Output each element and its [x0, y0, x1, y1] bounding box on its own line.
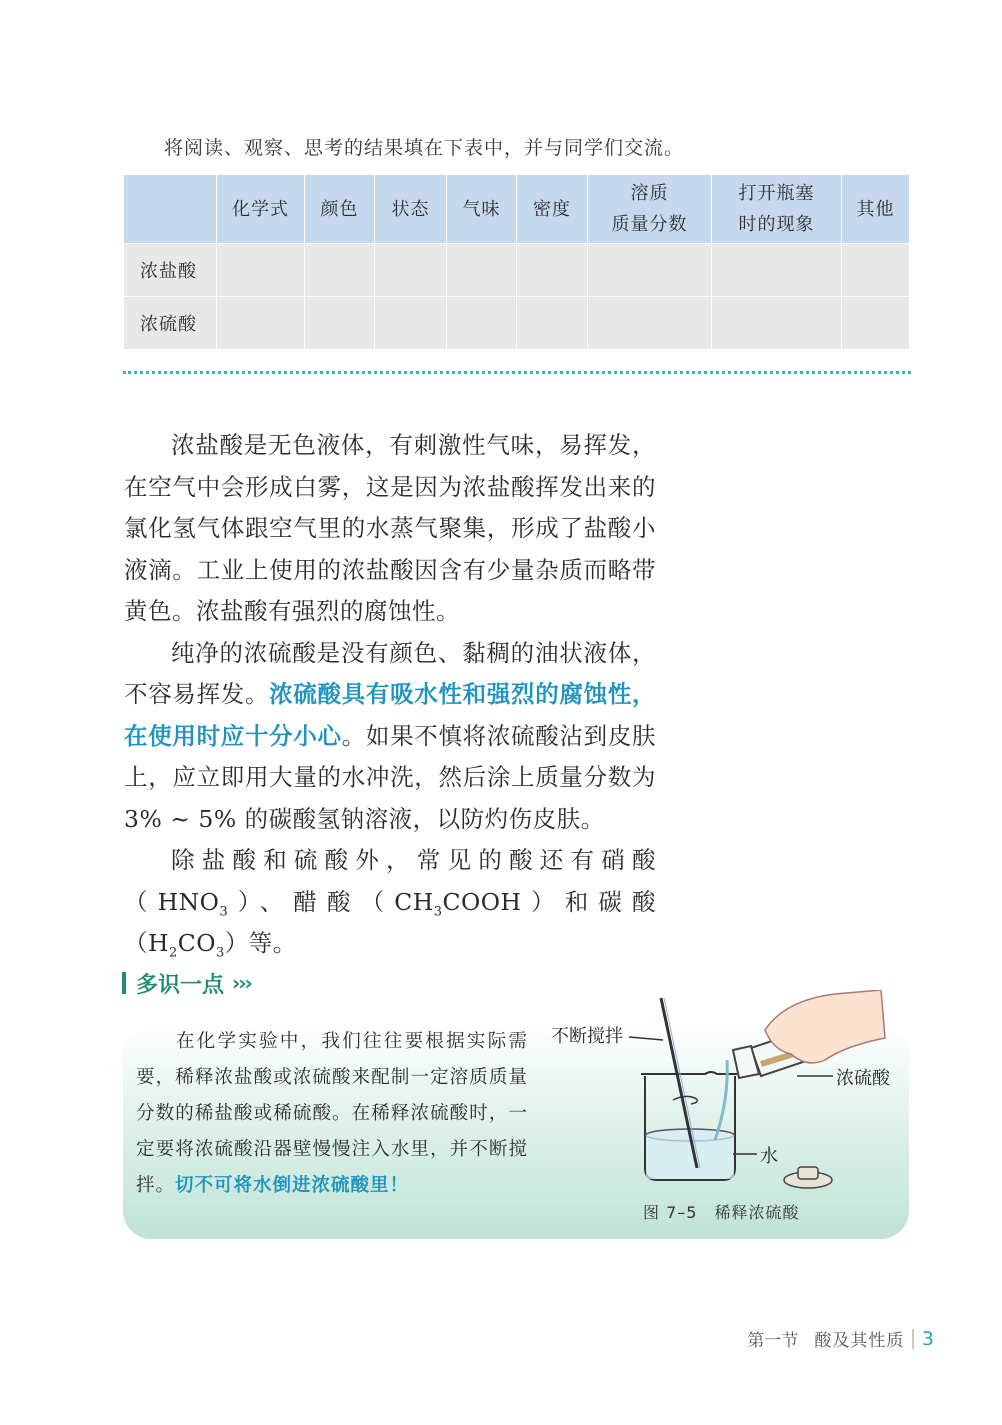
label-stir: 不断搅拌 — [551, 1026, 623, 1047]
table-cell[interactable] — [588, 297, 712, 350]
text-span: COOH）和碳酸（H — [124, 887, 656, 957]
observation-table — [123, 174, 910, 350]
table-cell[interactable] — [375, 297, 447, 350]
intro-text: 将阅读、观察、思考的结果填在下表中，并与同学们交流。 — [164, 137, 685, 159]
table-header-cell: 状态 — [375, 175, 447, 244]
box-paragraph — [136, 1024, 528, 1204]
table-cell[interactable] — [712, 297, 842, 350]
text-span: 纯净的浓硫酸是没有颜色、黏稠的油状液体，不容易挥发。 — [124, 638, 656, 708]
table-cell[interactable] — [305, 297, 375, 350]
table-row — [124, 297, 910, 350]
footer-separator — [912, 1329, 914, 1349]
table-cell[interactable] — [217, 244, 305, 297]
table-header-cell: 其他 — [842, 175, 910, 244]
table-header-cell — [124, 175, 217, 244]
table-cell[interactable] — [217, 297, 305, 350]
table-cell[interactable] — [447, 244, 517, 297]
title-text: 多识一点 — [136, 972, 225, 998]
footer-section: 第一节 — [747, 1331, 799, 1351]
table-cell[interactable] — [588, 244, 712, 297]
paragraph-other-acids — [124, 840, 656, 965]
table-cell[interactable] — [712, 244, 842, 297]
table-cell[interactable] — [842, 244, 910, 297]
table-header-cell: 颜色 — [305, 175, 375, 244]
title-bar — [122, 972, 126, 994]
text-span: 除盐酸和硫酸外，常见的酸还有硝酸（HNO — [124, 846, 656, 916]
table-cell[interactable] — [447, 297, 517, 350]
table-header-cell: 化学式 — [217, 175, 305, 244]
footer-title: 酸及其性质 — [814, 1331, 905, 1351]
subscript: 3 — [219, 904, 229, 920]
subscript: 3 — [216, 945, 225, 961]
text-span: 。如果不慎将浓硫酸沾到皮肤上，应立即用大量的水冲洗，然后涂上质量分数为 3% ~ 5% 的碳酸氢钠溶液，以防灼伤皮肤。 — [124, 721, 657, 833]
page-footer — [747, 1326, 934, 1351]
body-text — [124, 425, 656, 965]
dilution-figure — [545, 990, 915, 1230]
stopper-icon — [784, 1167, 832, 1188]
text-span: 在化学实验中，我们往往要根据实际需要，稀释浓盐酸或浓硫酸来配制一定溶质质量分数的稀盐酸或稀硫酸。在稀释浓硫酸时，一定要将浓硫酸沿器壁慢慢注入水里，并不断搅拌。 — [136, 1031, 528, 1196]
chevrons-icon: ››› — [232, 971, 251, 995]
subscript: 2 — [169, 945, 178, 961]
text-span: CO — [177, 929, 217, 957]
table-cell[interactable] — [517, 297, 588, 350]
table-header-cell: 气味 — [447, 175, 517, 244]
table-header-cell: 溶质 质量分数 — [588, 175, 712, 244]
extra-knowledge-text — [136, 1024, 528, 1204]
table-header-cell: 打开瓶塞 时的现象 — [712, 175, 842, 244]
figure-caption: 图 7–5 稀释浓硫酸 — [643, 1203, 800, 1222]
extra-knowledge-title — [122, 966, 251, 1000]
table-header-row — [124, 175, 910, 244]
highlight-warning: 浓硫酸具有吸水性和强烈的腐蚀性，在使用时应十分小心 — [124, 680, 657, 750]
text-span: ）等。 — [224, 929, 297, 957]
paragraph-h2so4 — [124, 633, 656, 841]
table-cell[interactable] — [517, 244, 588, 297]
table-cell[interactable] — [842, 297, 910, 350]
table-cell[interactable] — [305, 244, 375, 297]
table-header-cell: 密度 — [517, 175, 588, 244]
paragraph-hcl: 浓盐酸是无色液体，有刺激性气味，易挥发，在空气中会形成白雾，这是因为浓盐酸挥发出来的氯化氢气体跟空气里的水蒸气聚集，形成了盐酸小液滴。工业上使用的浓盐酸因含有少量杂质而略带黄色。浓盐酸有强烈的腐蚀性。 — [124, 431, 656, 625]
row-label-h2so4: 浓硫酸 — [124, 297, 217, 350]
page-number: 3 — [921, 1327, 934, 1350]
hand-icon — [765, 990, 885, 1063]
table-cell[interactable] — [375, 244, 447, 297]
label-acid: 浓硫酸 — [836, 1068, 890, 1089]
dotted-divider — [123, 371, 911, 374]
subscript: 3 — [433, 904, 443, 920]
table-row — [124, 244, 910, 297]
label-water: 水 — [760, 1146, 778, 1167]
text-span: ）、醋酸（CH — [228, 887, 434, 916]
highlight-warning: 切不可将水倒进浓硫酸里！ — [175, 1175, 410, 1196]
row-label-hcl: 浓盐酸 — [124, 244, 217, 297]
